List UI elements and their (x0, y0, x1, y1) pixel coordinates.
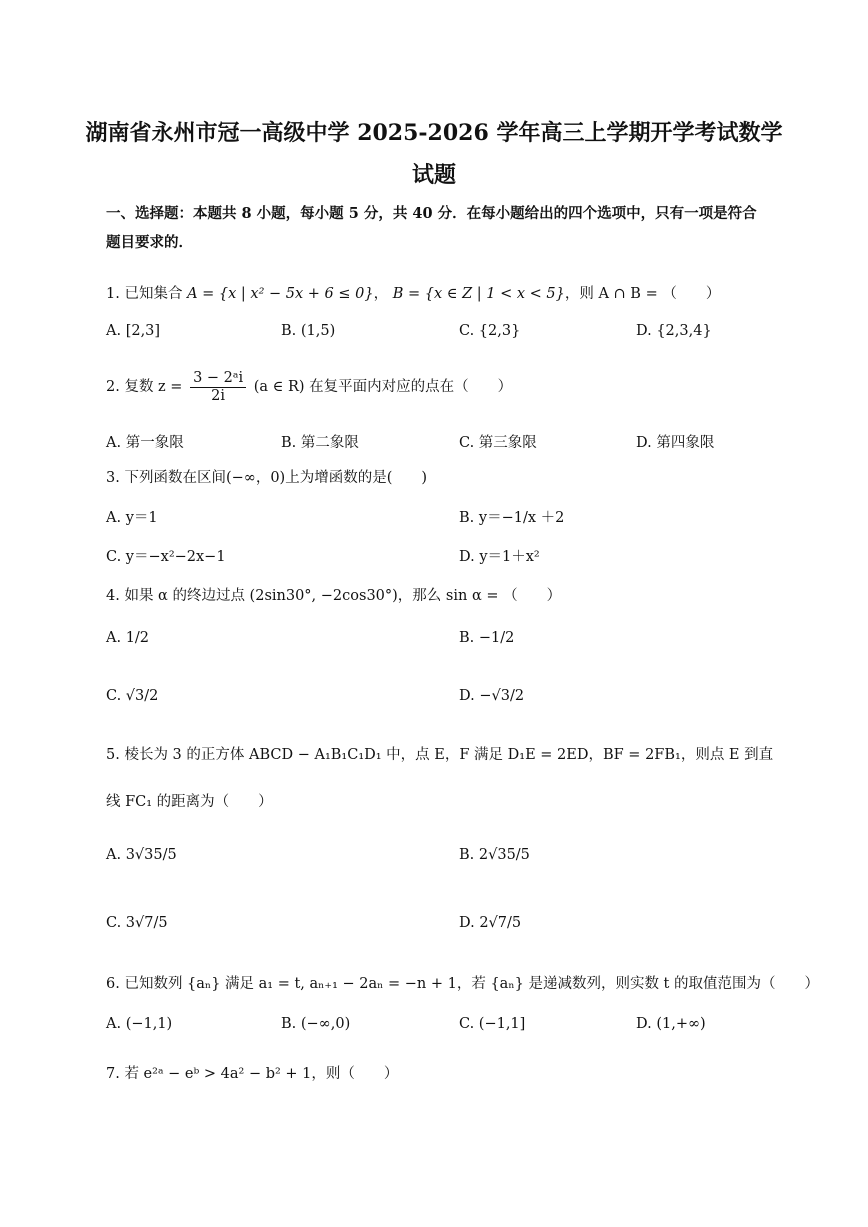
q4-option-b: B. −1/2 (459, 630, 515, 646)
q2-option-c: C. 第三象限 (459, 435, 537, 451)
q1-set-a: A = {x | x² − 5x + 6 ≤ 0} (187, 286, 374, 302)
q3-option-d: D. y＝1＋x² (459, 549, 540, 565)
question-1: 1. 已知集合 A = {x | x² − 5x + 6 ≤ 0}， B = {x ∈ Z | 1 < x < 5}，则 A ∩ B = （ ） (106, 286, 721, 302)
q6-option-c: C. (−1,1] (459, 1016, 526, 1032)
q5-option-b: B. 2√35/5 (459, 847, 530, 863)
q3-option-a: A. y＝1 (106, 510, 158, 526)
q1-set-b: B = {x ∈ Z | 1 < x < 5} (392, 286, 565, 302)
q6-option-b: B. (−∞,0) (281, 1016, 351, 1032)
q2-suffix: (a ∈ R) 在复平面内对应的点在（ ） (253, 379, 513, 396)
question-6: 6. 已知数列 {aₙ} 满足 a₁ = t, aₙ₊₁ − 2aₙ = −n + 1，若 {aₙ} 是递减数列，则实数 t 的取值范围为（ ） (106, 976, 819, 992)
q3-option-b: B. y＝−1/x ＋2 (459, 510, 565, 526)
q4-option-c: C. √3/2 (106, 688, 159, 704)
question-5-line2: 线 FC₁ 的距离为（ ） (106, 794, 273, 810)
q1-option-d: D. {2,3,4} (636, 323, 712, 339)
q2-prefix: 2. 复数 z = (106, 379, 183, 396)
question-5-line1: 5. 棱长为 3 的正方体 ABCD − A₁B₁C₁D₁ 中，点 E，F 满足 D₁E = 2ED，BF = 2FB₁，则点 E 到直 (106, 747, 774, 763)
q1-option-b: B. (1,5) (281, 323, 336, 339)
q2-option-d: D. 第四象限 (636, 435, 715, 451)
q1-option-a: A. [2,3] (106, 323, 161, 339)
q1-suffix: ，则 A ∩ B = （ ） (564, 286, 721, 302)
q2-option-b: B. 第二象限 (281, 435, 359, 451)
q4-option-d: D. −√3/2 (459, 688, 525, 704)
q4-option-a: A. 1/2 (106, 630, 150, 646)
exam-title-line2: 试题 (411, 162, 456, 188)
q6-option-d: D. (1,+∞) (636, 1016, 706, 1032)
question-7: 7. 若 e²ᵃ − eᵇ > 4a² − b² + 1，则（ ） (106, 1066, 399, 1082)
q5-option-c: C. 3√7/5 (106, 915, 168, 931)
question-3: 3. 下列函数在区间(−∞，0)上为增函数的是( ) (106, 470, 428, 486)
q2-numerator: 3 − 2ᵃi (190, 370, 246, 388)
q2-fraction (190, 370, 246, 404)
q5-option-a: A. 3√35/5 (106, 847, 177, 863)
section-header: 一、选择题：本题共 8 小题，每小题 5 分，共 40 分．在每小题给出的四个选项中，只有一项是符合题目要求的． (106, 205, 757, 251)
question-4: 4. 如果 α 的终边过点 (2sin30°, −2cos30°)，那么 sin α = （ ） (106, 588, 562, 604)
q6-option-a: A. (−1,1) (106, 1016, 173, 1032)
q2-option-a: A. 第一象限 (106, 435, 184, 451)
question-2 (106, 370, 766, 404)
q3-option-c: C. y＝−x²−2x−1 (106, 549, 226, 565)
exam-title-line1: 湖南省永州市冠一高级中学 2025-2026 学年高三上学期开学考试数学 (85, 120, 783, 146)
q1-option-c: C. {2,3} (459, 323, 521, 339)
q1-prefix: 1. 已知集合 (106, 286, 183, 302)
q5-option-d: D. 2√7/5 (459, 915, 522, 931)
q2-denominator: 2i (211, 387, 226, 404)
